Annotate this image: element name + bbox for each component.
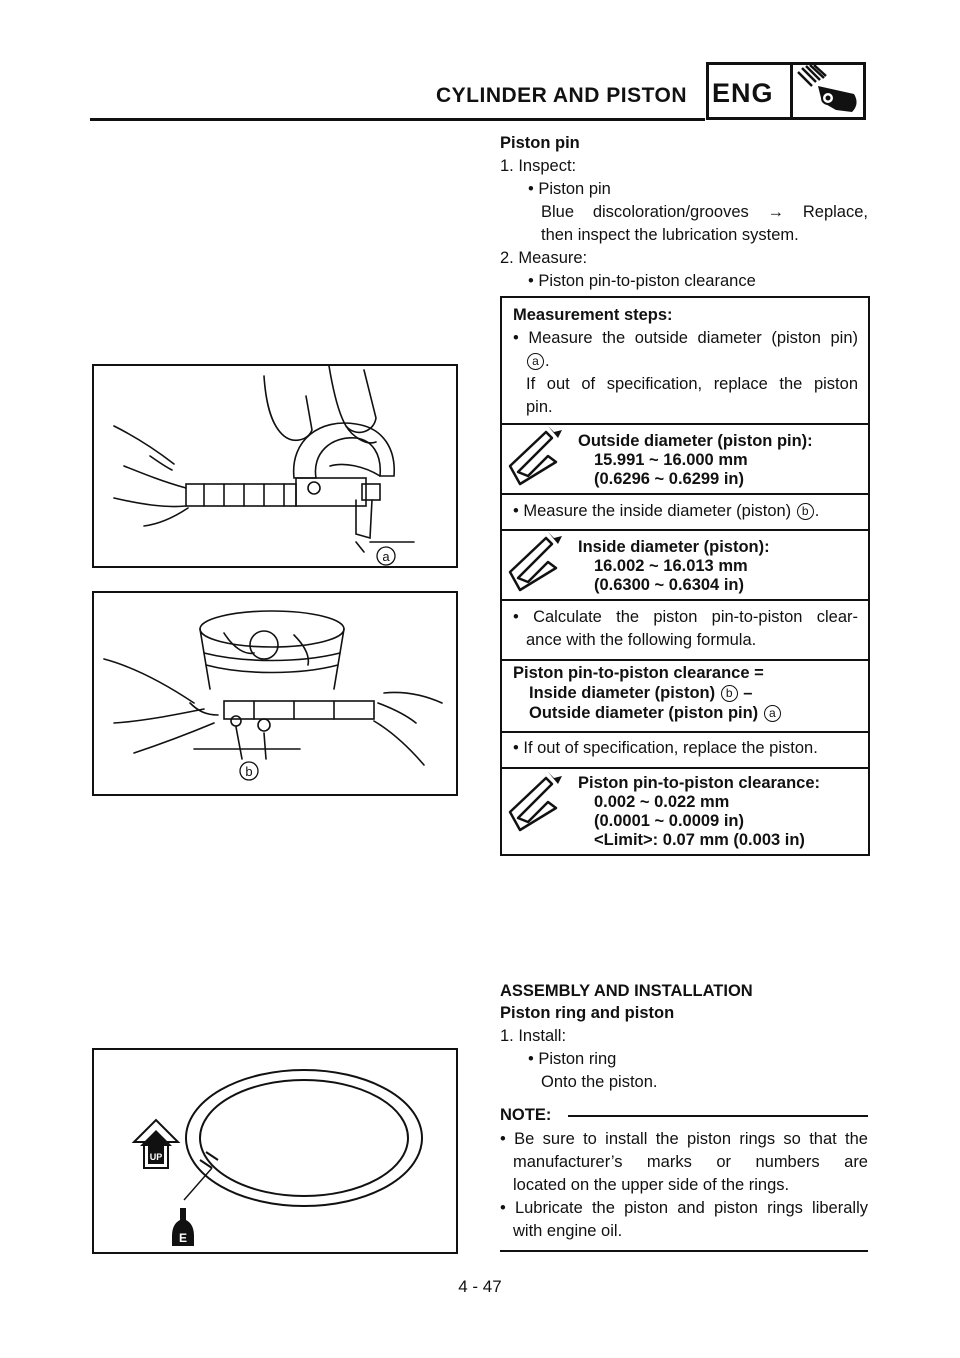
up-mark-label: UP [149, 1152, 163, 1162]
figure-piston-bore [92, 591, 458, 796]
figure-piston-ring [92, 1048, 458, 1254]
page-title: CYLINDER AND PISTON [436, 84, 688, 107]
piston-bore-illustration [94, 593, 456, 794]
bullet-item: • Piston ring [528, 1050, 617, 1068]
label-a: a [764, 705, 781, 722]
step-inspect: 1. Inspect: [500, 157, 577, 175]
spec-3-limit: <Limit>: 0.07 mm (0.003 in) [594, 831, 805, 849]
formula-term-b: Inside diameter (piston) [529, 684, 716, 702]
label-b: b [721, 685, 738, 702]
table-bullet-3-text: Calculate the piston pin-to-piston clear- [533, 608, 858, 626]
table-divider [502, 529, 868, 531]
eng-badge-label: ENG [712, 78, 774, 108]
figure-2-label: b [245, 764, 253, 779]
label-b: b [797, 503, 814, 520]
caliper-icon [506, 426, 568, 488]
formula-minus: – [743, 684, 753, 702]
caliper-icon [506, 772, 568, 834]
inspect-line-1: Blue discoloration/grooves → Replace, [541, 203, 868, 221]
table-bullet-1: • Measure the outside diameter (piston pin) [513, 329, 858, 347]
table-divider [502, 767, 868, 769]
micrometer-pin-illustration [94, 366, 456, 566]
section-heading-assembly: ASSEMBLY AND INSTALLATION [500, 982, 753, 1000]
step-install: 1. Install: [500, 1027, 567, 1045]
section-heading-piston-pin: Piston pin [500, 134, 580, 152]
figure-micrometer-pin [92, 364, 458, 568]
note-rule-top [568, 1115, 868, 1117]
header-rule [90, 118, 705, 121]
note-label: NOTE: [500, 1106, 552, 1124]
spec-3-value-in: (0.0001 ~ 0.0009 in) [594, 812, 744, 830]
oil-mark-label: E [178, 1231, 188, 1245]
formula-line-3 [529, 702, 782, 725]
wrench-icon [796, 64, 862, 118]
note-rule-bottom [500, 1250, 868, 1252]
note-bullet-2-text: Lubricate the piston and piston rings liberally [514, 1199, 868, 1217]
bullet-item: • Piston pin [528, 180, 611, 198]
bullet-text: Piston pin [538, 180, 611, 198]
spec-2-value: 16.002 ~ 16.013 mm [594, 557, 748, 575]
table-divider [502, 731, 868, 733]
spec-1-value: 15.991 ~ 16.000 mm [594, 451, 748, 469]
eng-badge-divider [790, 62, 793, 120]
table-divider [502, 423, 868, 425]
bullet-item: • Piston pin-to-piston clearance [528, 272, 756, 290]
note-bullet-1-line-2: manufacturer’s marks or numbers are [513, 1153, 868, 1171]
table-bullet-1-line-3: If out of specification, replace the piston [526, 375, 858, 393]
note-bullet-1-line-3: located on the upper side of the rings. [513, 1176, 790, 1194]
table-divider [502, 659, 868, 661]
table-bullet-2-text: Measure the inside diameter (piston) [523, 502, 792, 520]
table-bullet-2: • Measure the inside diameter (piston) b . [513, 502, 820, 520]
page-number: 4 - 47 [458, 1277, 502, 1296]
spec-3-value: 0.002 ~ 0.022 mm [594, 793, 730, 811]
spec-2-title: Inside diameter (piston): [578, 538, 770, 556]
table-bullet-1-line-4: pin. [526, 398, 553, 416]
inspect-line-2: then inspect the lubrication system. [541, 226, 799, 244]
table-bullet-4-text: If out of specification, replace the piston. [523, 739, 818, 757]
table-bullet-3: • Calculate the piston pin-to-piston clear- [513, 608, 858, 626]
table-divider [502, 493, 868, 495]
piston-ring-illustration [94, 1050, 456, 1252]
spec-3-title: Piston pin-to-piston clearance: [578, 774, 821, 792]
figure-1-label: a [382, 549, 390, 564]
formula-line-1: Piston pin-to-piston clearance = [513, 664, 764, 682]
note-bullet-1-text: Be sure to install the piston rings so that the [514, 1130, 868, 1148]
bullet-text: Piston ring [538, 1050, 617, 1068]
note-bullet-1: • Be sure to install the piston rings so that the [500, 1130, 868, 1148]
label-a: a [527, 353, 544, 370]
note-bullet-2: • Lubricate the piston and piston rings liberally [500, 1199, 868, 1217]
note-bullet-2-line-2: with engine oil. [513, 1222, 623, 1240]
table-heading: Measurement steps: [513, 306, 673, 324]
install-note: Onto the piston. [541, 1073, 658, 1091]
spec-1-value-in: (0.6296 ~ 0.6299 in) [594, 470, 744, 488]
table-bullet-4: • If out of specification, replace the piston. [513, 739, 818, 757]
bullet-text: Piston pin-to-piston clearance [538, 272, 756, 290]
spec-1-title: Outside diameter (piston pin): [578, 432, 813, 450]
label-a-line: a . [526, 350, 550, 373]
formula-term-a: Outside diameter (piston pin) [529, 704, 759, 722]
caliper-icon [506, 532, 568, 594]
table-bullet-3-line-2: ance with the following formula. [526, 631, 757, 649]
table-bullet-1-text: Measure the outside diameter (piston pin) [528, 329, 858, 347]
step-measure: 2. Measure: [500, 249, 588, 267]
table-divider [502, 599, 868, 601]
spec-2-value-in: (0.6300 ~ 0.6304 in) [594, 576, 744, 594]
subheading-piston-ring: Piston ring and piston [500, 1004, 675, 1022]
